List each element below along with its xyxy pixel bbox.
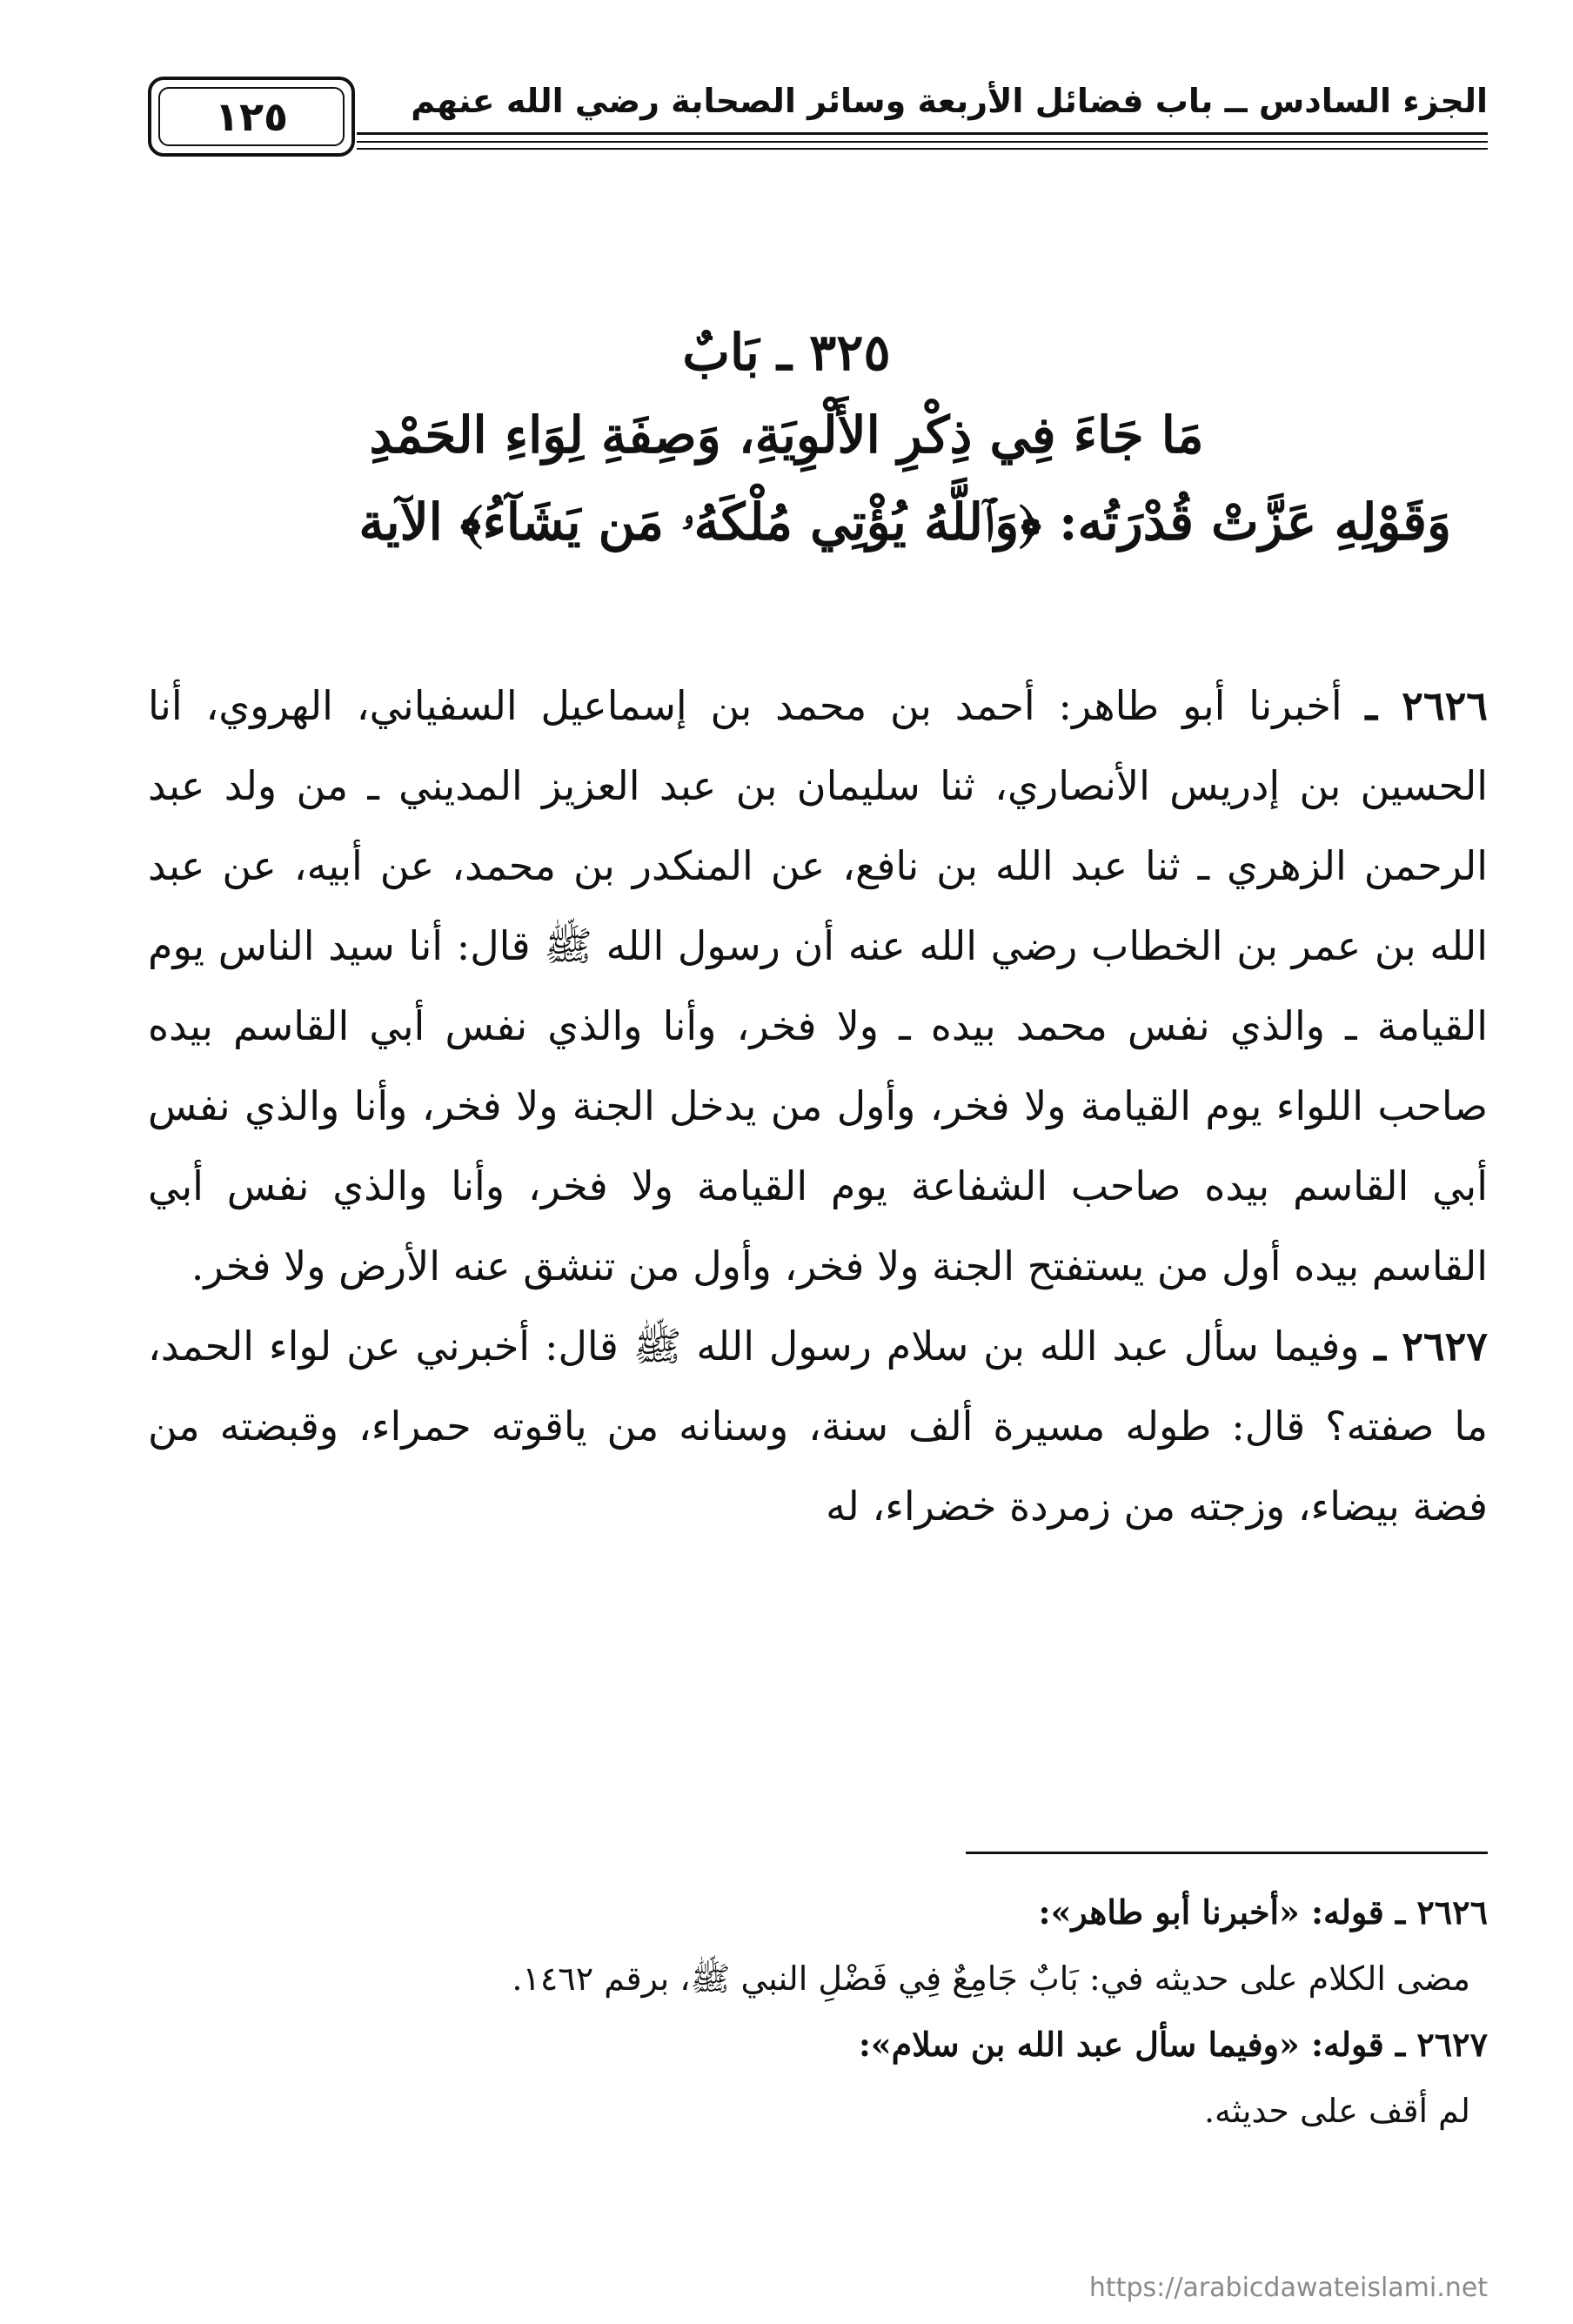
page-number: ١٢٥ (158, 87, 345, 146)
hadith-2627 (148, 1306, 1488, 1546)
footnote-2627-text: لم أقف على حديثه. (1203, 2092, 1470, 2130)
main-text (148, 666, 1488, 1546)
footnotes (148, 1879, 1488, 2144)
hadith-number: ٢٦٢٦ ـ (1365, 682, 1488, 729)
footnote-2627-heading: ٢٦٢٧ ـ قوله: «وفيما سأل عبد الله بن سلام»: (858, 2025, 1488, 2064)
running-header (148, 78, 1488, 157)
footnote-divider (966, 1852, 1488, 1854)
watermark-url: https://arabicdawateislami.net (1088, 2273, 1488, 2303)
running-title: الجزء السادس ــ باب فضائل الأربعة وسائر الصحابة رضي الله عنهم (411, 82, 1488, 120)
chapter-title-line2: وَقَوْلِهِ عَزَّتْ قُدْرَتُه: ﴿وَٱللَّهُ يُؤْتِي مُلْكَهُۥ مَن يَشَآءُ﴾ الآية (358, 492, 1451, 552)
footnote-2626-heading: ٢٦٢٦ ـ قوله: «أخبرنا أبو طاهر»: (1038, 1892, 1488, 1932)
page-number-frame (148, 77, 355, 157)
hadith-text: وفيما سأل عبد الله بن سلام رسول الله ﷺ قال: أخبرني عن لواء الحمد، ما صفته؟ قال: طوله مسيرة ألف سنة، وسنانه من ياقوته حمراء، وقبضته من فضة بيضاء، وزجته من زمردة خضراء، له (148, 1323, 1488, 1530)
header-rule (357, 148, 1488, 150)
hadith-text: أخبرنا أبو طاهر: أحمد بن محمد بن إسماعيل السفياني، الهروي، أنا الحسين بن إدريس الأنصاري، ثنا سليمان بن عبد العزيز المديني ـ من ولد عبد الرحمن الزهري ـ ثنا عبد الله بن نافع، عن المنكدر بن محمد، عن أبيه، عن عبد الله بن عمر بن الخطاب رضي الله عنه أن رسول الله ﷺ قال: أنا سيد الناس يوم القيامة ـ والذي نفس محمد بيده ـ ولا فخر، وأنا والذي نفس أبي القاسم بيده صاحب اللواء يوم القيامة ولا فخر، وأول من يدخل الجنة ولا فخر، وأنا والذي نفس أبي القاسم بيده صاحب الشفاعة يوم القيامة ولا فخر، وأنا والذي نفس أبي القاسم بيده أول من يستفتح الجنة ولا فخر، وأول من تنشق عنه الأرض ولا فخر. (148, 682, 1489, 1289)
hadith-number: ٢٦٢٧ ـ (1374, 1323, 1489, 1370)
header-rule (357, 132, 1488, 135)
chapter-heading (104, 313, 1469, 566)
chapter-title-line1: مَا جَاءَ فِي ذِكْرِ الأَلْوِيَةِ، وَصِفَةِ لِوَاءِ الحَمْدِ (369, 405, 1204, 465)
chapter-number: ٣٢٥ ـ بَابٌ (682, 323, 891, 382)
hadith-2626 (148, 666, 1488, 1306)
footnote-2626-text: مضى الكلام على حديثه في: بَابٌ جَامِعٌ فِي فَضْلِ النبي ﷺ، برقم ١٤٦٢. (512, 1959, 1470, 1998)
header-rule (357, 141, 1488, 143)
